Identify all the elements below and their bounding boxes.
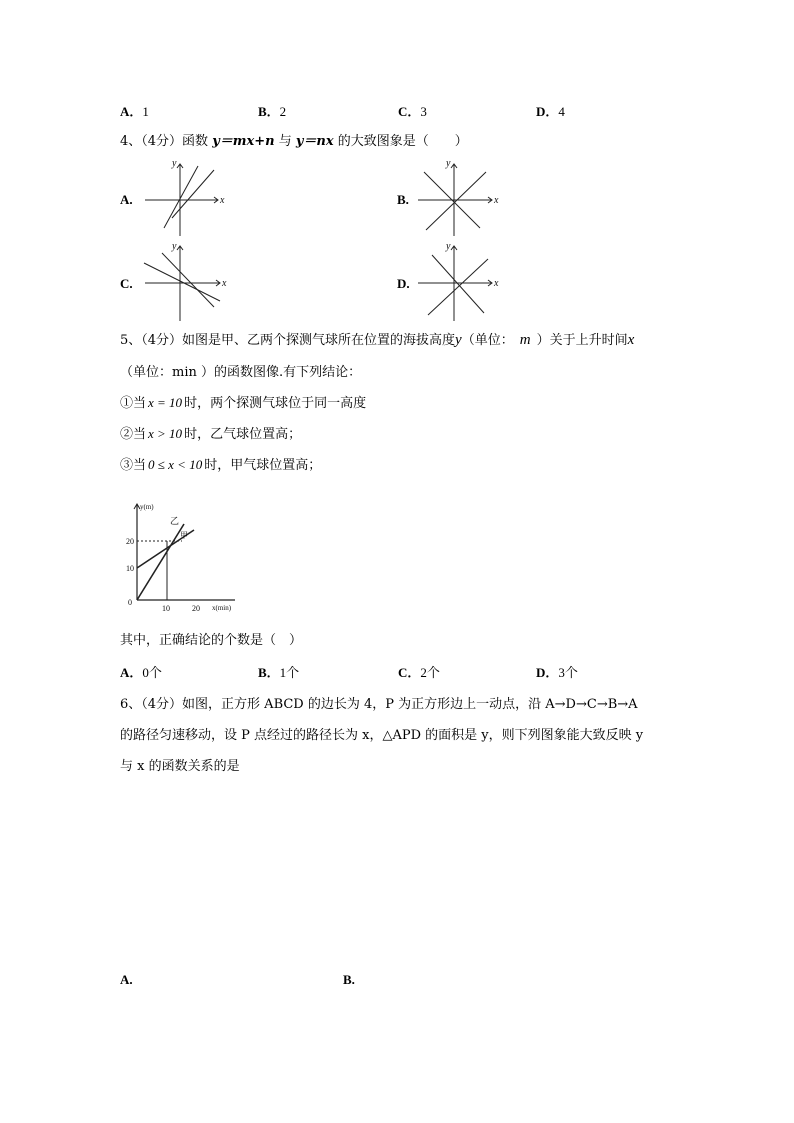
x-tick-20: 20 [192, 604, 200, 613]
line-2 [162, 253, 214, 307]
q4-mid: 与 [274, 134, 296, 149]
q5-conclusion-1 [120, 394, 366, 413]
conclusion-text: ②当 [120, 427, 147, 442]
q4-graph-a[interactable] [140, 158, 230, 240]
origin-label: 0 [128, 598, 132, 607]
line-2 [426, 172, 486, 230]
q4-graph-b[interactable] [412, 158, 502, 240]
q4-func2: y＝nx [295, 134, 334, 149]
q5-conclusion-3 [120, 456, 321, 475]
conclusion-text: 时，乙气球位置高； [184, 427, 302, 442]
option-label: A． [120, 104, 143, 119]
x-axis-label: x [222, 278, 227, 289]
option-label: B． [258, 104, 280, 119]
q5-option-b[interactable] [258, 664, 299, 682]
y-axis-label: y [446, 158, 451, 169]
x-axis-label: x [494, 278, 499, 289]
q5-option-a[interactable] [120, 664, 162, 682]
option-label: B． [258, 665, 280, 680]
y-tick-20: 20 [126, 537, 134, 546]
conclusion-text: ③当 [120, 458, 147, 473]
x-axis-label: x(min) [212, 604, 232, 612]
q6-option-a-label[interactable]: A. [120, 972, 133, 987]
q4-suffix: 的大致图象是（ ） [333, 134, 468, 149]
q5-stem-text: ）关于上升时间 [536, 333, 628, 348]
q5-var-y: y [455, 332, 462, 348]
q3-option-d[interactable] [536, 103, 565, 121]
q3-option-c[interactable] [398, 103, 427, 121]
x-tick-10: 10 [162, 604, 170, 613]
q4-graph-d[interactable] [412, 241, 502, 323]
q3-option-b[interactable] [258, 103, 286, 121]
q5-question: 其中，正确结论的个数是（ ） [120, 633, 303, 648]
q5-stem-line-1 [120, 331, 634, 350]
y-axis-label: y [172, 158, 177, 169]
y-axis-label: y(m) [140, 503, 154, 511]
x-axis-label: x [494, 195, 499, 206]
y-axis-label: y [446, 241, 451, 252]
option-label: D． [536, 104, 559, 119]
conclusion-text: 时，两个探测气球位于同一高度 [184, 396, 367, 411]
conclusion-text: ①当 [120, 396, 147, 411]
line-2 [164, 166, 198, 228]
q3-option-a[interactable] [120, 103, 149, 121]
option-label: D． [536, 665, 559, 680]
q4-option-b-label[interactable]: B. [397, 192, 409, 207]
option-value: 3 [420, 104, 427, 119]
q6-stem-line-1: 6、（4分）如图，正方形 ABCD 的边长为 4，P 为正方形边上一动点，沿 A→D→C→B→A [120, 697, 638, 712]
q4-prefix: 4、（4分）函数 [120, 134, 213, 149]
conclusion-math: x > 10 [148, 426, 183, 441]
q5-stem-text: 5、（4分）如图是甲、乙两个探测气球所在位置的海拔高度 [120, 333, 456, 348]
q5-stem-text: （单位： [461, 333, 514, 348]
q4-stem [120, 133, 468, 151]
conclusion-text: 时，甲气球位置高； [204, 458, 322, 473]
line-yi-label: 乙 [170, 516, 180, 526]
option-value: 2个 [420, 665, 440, 680]
q5-option-d[interactable] [536, 664, 578, 682]
q4-option-d-label[interactable]: D. [397, 276, 410, 291]
option-label: A． [120, 665, 143, 680]
q5-stem-line-2: （单位：min ）的函数图像.有下列结论： [120, 365, 362, 380]
y-tick-10: 10 [126, 564, 134, 573]
x-axis-label: x [220, 195, 225, 206]
q4-option-c-label[interactable]: C. [120, 276, 133, 291]
option-value: 2 [279, 104, 287, 119]
option-value: 4 [558, 104, 565, 119]
q6-option-b-label[interactable]: B. [343, 972, 355, 987]
q6-stem-line-2: 的路径匀速移动，设 P 点经过的路径长为 x，△APD 的面积是 y，则下列图象能大致反映 y [120, 728, 644, 743]
q5-option-c[interactable] [398, 664, 440, 682]
option-value: 1 [142, 104, 149, 119]
option-value: 0个 [142, 665, 162, 680]
conclusion-math: x = 10 [148, 395, 183, 410]
option-value: 3个 [558, 665, 578, 680]
q5-conclusion-2 [120, 425, 301, 444]
option-label: C． [398, 665, 421, 680]
conclusion-math: 0 ≤ x < 10 [148, 457, 203, 472]
line-yi [137, 524, 184, 600]
line-1 [144, 263, 220, 301]
q5-unit-m: m [519, 332, 531, 348]
q4-graph-c[interactable] [140, 241, 230, 323]
q5-var-x: x [627, 332, 635, 348]
line-2 [428, 259, 488, 315]
option-value: 1个 [279, 665, 300, 680]
q6-stem-line-3: 与 x 的函数关系的是 [120, 759, 240, 774]
y-axis-label: y [172, 241, 177, 252]
option-label: C． [398, 104, 421, 119]
q5-graph [120, 494, 245, 616]
q4-func1: y＝mx+n [212, 134, 275, 149]
q4-option-a-label[interactable]: A. [120, 192, 133, 207]
line-jia-label: 甲 [180, 531, 188, 540]
line-1 [172, 170, 214, 218]
